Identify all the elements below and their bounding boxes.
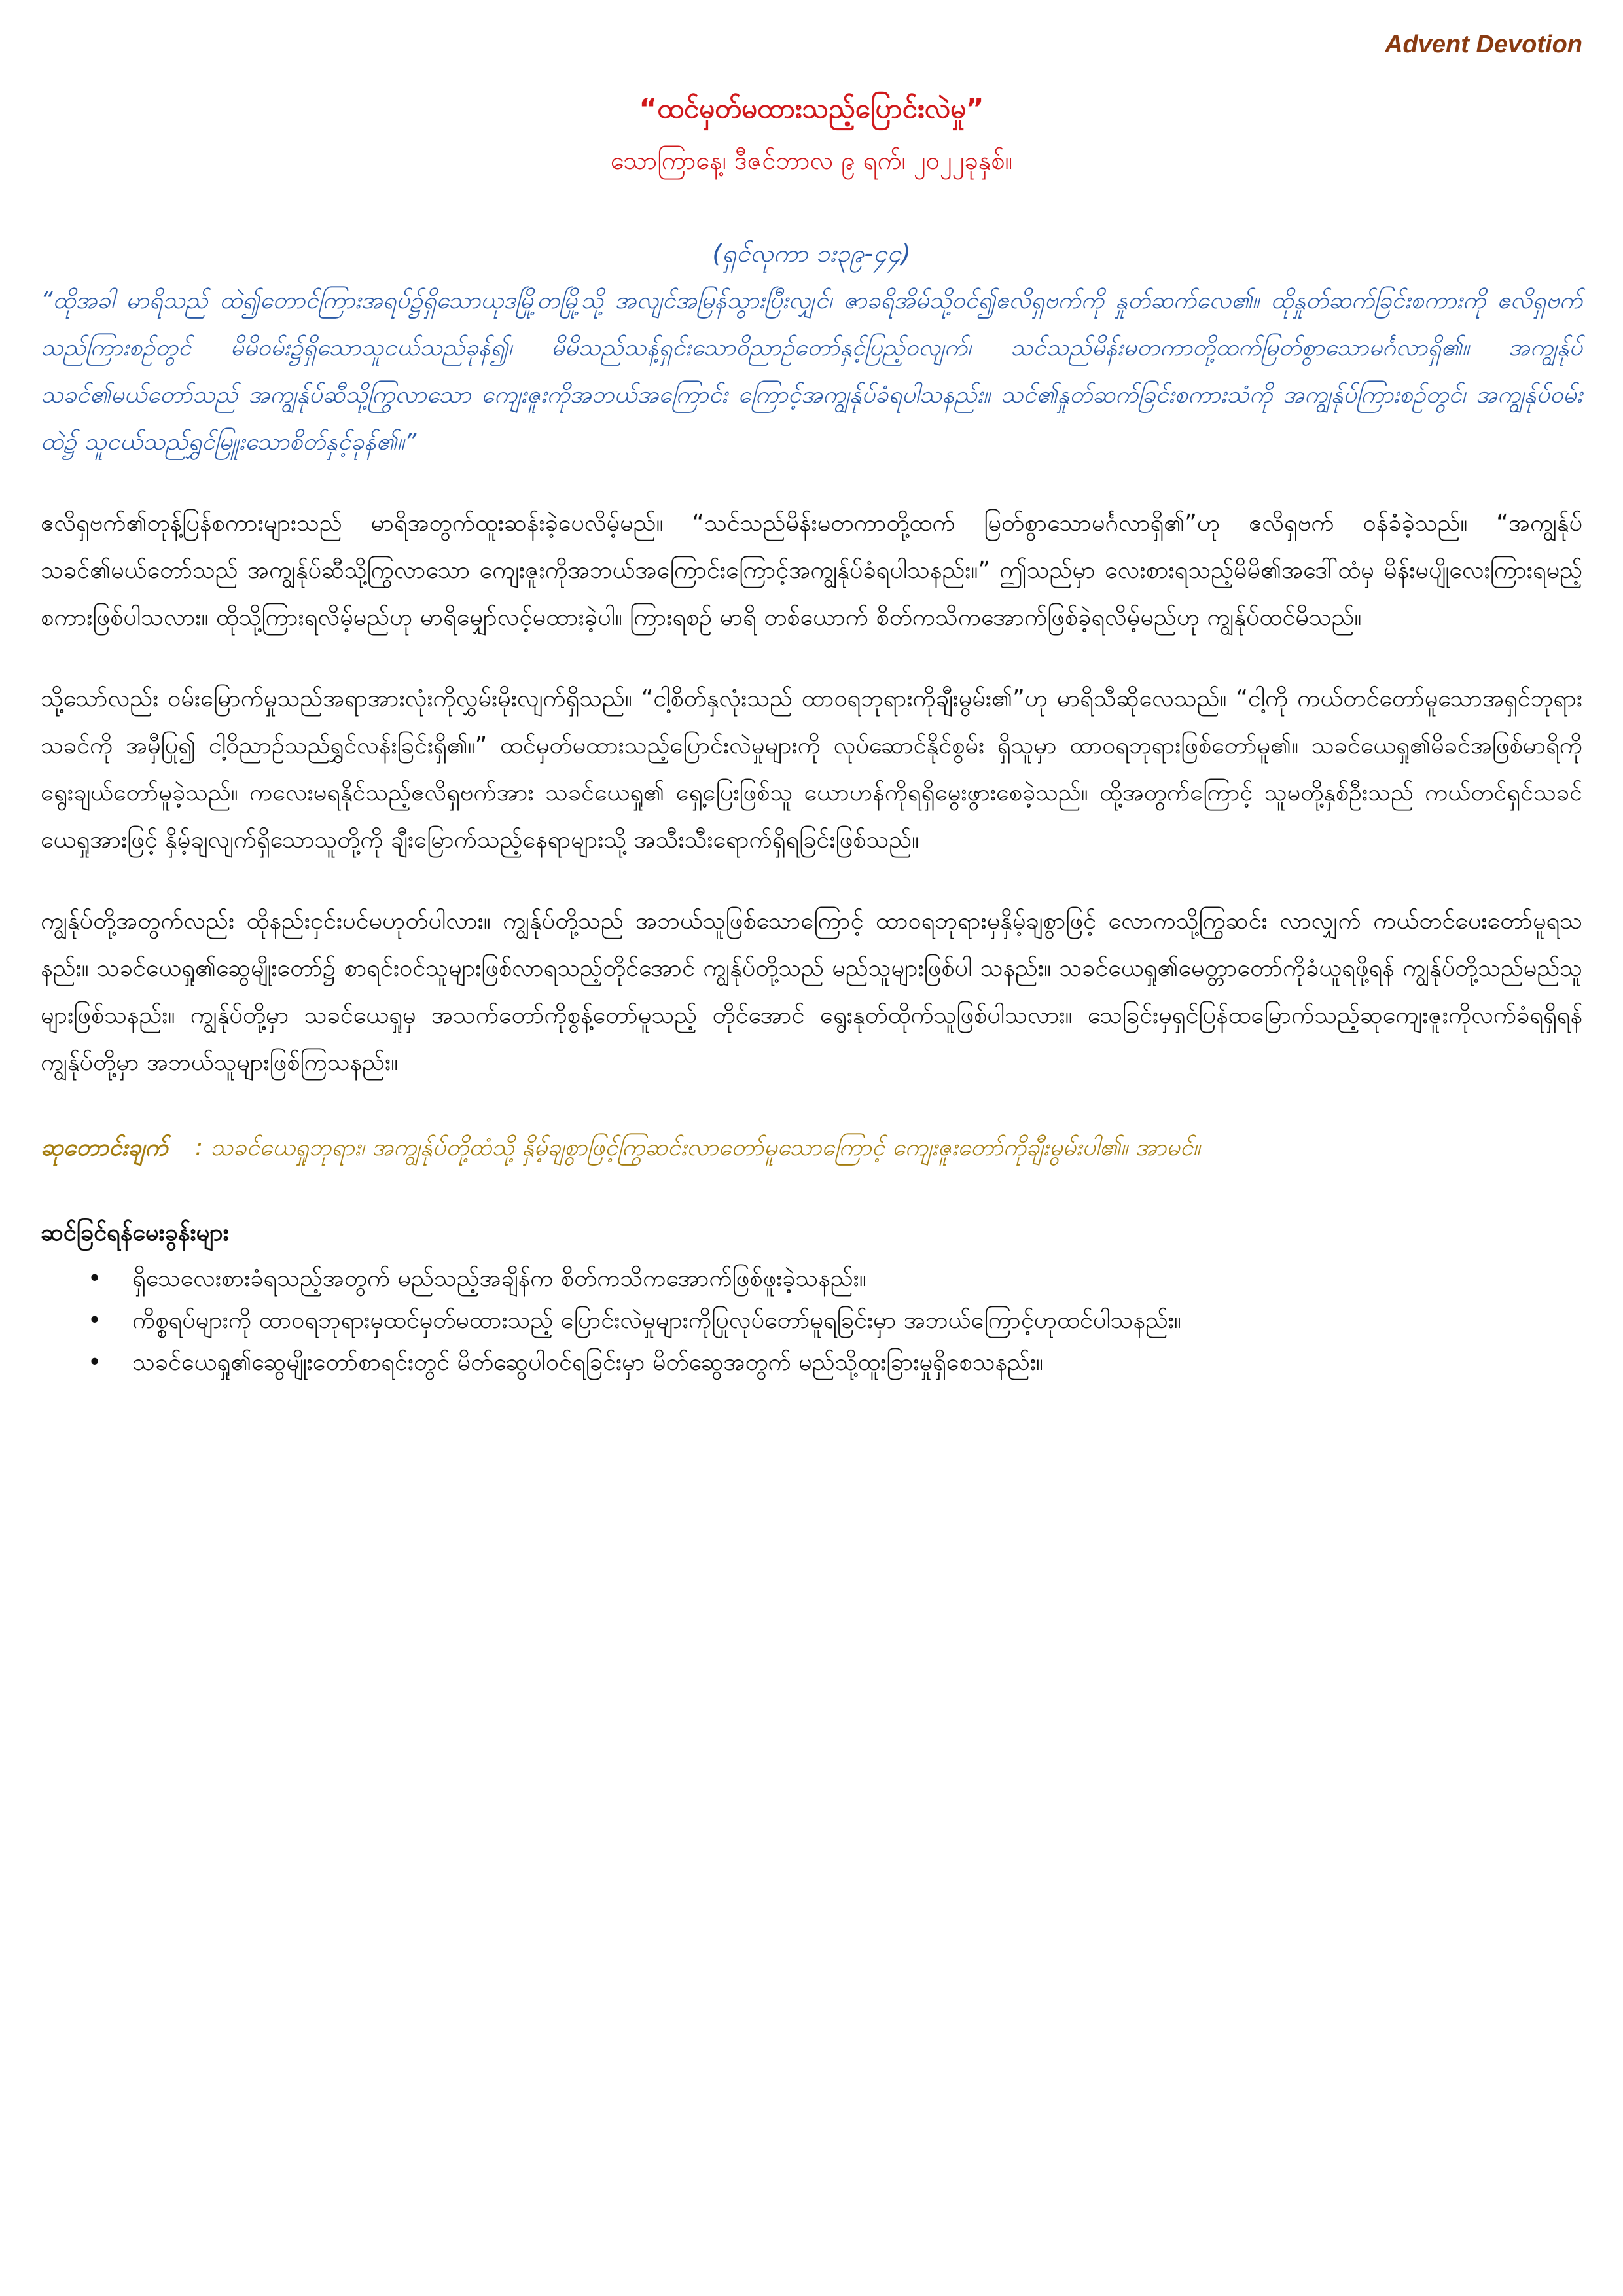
- bullet-icon: •: [88, 1307, 102, 1334]
- page-title: “ထင်မှတ်မထားသည့်ပြောင်းလဲမှု”: [639, 92, 984, 124]
- bullet-icon: •: [88, 1349, 102, 1376]
- question-text: ကိစ္စရပ်များကို ထာဝရဘုရားမှထင်မှတ်မထားသည့် ပြောင်းလဲမှုများကိုပြုလုပ်တော်မူရခြင်းမှာ အဘယ်ကြောင့်ဟုထင်ပါသနည်း။: [132, 1307, 1181, 1334]
- bullet-icon: •: [88, 1265, 102, 1292]
- body-paragraph: ဧလိရှဗက်၏တုန့်ပြန်စကားများသည် မာရိအတွက်ထူးဆန်းခဲ့ပေလိမ့်မည်။ “သင်သည်မိန်းမတကာတို့ထက် မြတ်စွာသောမင်္ဂလာရှိ၏”ဟု ဧလိရှဗက် ဝန်ခံခဲ့သည်။ “အကျွန်ုပ်သခင်၏မယ်တော်သည် အကျွန်ုပ်ဆီသို့ကြွလာသော ကျေးဇူးကိုအဘယ်အကြောင်းကြောင့်အကျွန်ုပ်ခံရပါသနည်း။” ဤသည်မှာ လေးစားရသည့်မိမိ၏အဒေါ်ထံမှ မိန်းမပျိုလေးကြားရမည့်စကားဖြစ်ပါသလား။ ထိုသို့ကြားရလိမ့်မည်ဟု မာရိမျှော်လင့်မထားခဲ့ပါ။ ကြားရစဉ် မာရိ တစ်ယောက် စိတ်ကသိကအောက်ဖြစ်ခဲ့ရလိမ့်မည်ဟု ကျွန်ုပ်ထင်မိသည်။: [41, 510, 1582, 631]
- list-item: [88, 1258, 1582, 1300]
- scripture-passage: “ထိုအခါ မာရိသည် ထဲ၍တောင်ကြားအရပ်၌ရှိသောယုဒမြို့တမြို့သို့ အလျင်အမြန်သွားပြီးလျှင်၊ ဇာခရိအိမ်သို့ဝင်၍ဧလိရှဗက်ကို နှုတ်ဆက်လေ၏။ ထိုနှုတ်ဆက်ခြင်းစကားကို ဧလိရှဗက်သည်ကြားစဉ်တွင် မိမိဝမ်း၌ရှိသောသူငယ်သည်ခုန်၍၊ မိမိသည်သန့်ရှင်းသောဝိညာဉ်တော်နှင့်ပြည့်ဝလျက်၊ သင်သည်မိန်းမတကာတို့ထက်မြတ်စွာသောမင်္ဂလာရှိ၏။ အကျွန်ုပ်သခင်၏မယ်တော်သည် အကျွန်ုပ်ဆီသို့ကြွလာသော ကျေးဇူးကိုအဘယ်အကြောင်း ကြောင့်အကျွန်ုပ်ခံရပါသနည်း။ သင်၏နှုတ်ဆက်ခြင်းစကားသံကို အကျွန်ုပ်ကြားစဉ်တွင်၊ အကျွန်ုပ်ဝမ်းထဲ၌ သူငယ်သည်ရွှင်မြူးသောစိတ်နှင့်ခုန်၏။”: [41, 287, 1582, 456]
- header-label: Advent Devotion: [1385, 31, 1582, 58]
- prayer-label: ဆုတောင်းချက်: [41, 1134, 168, 1161]
- list-item: [88, 1342, 1582, 1384]
- prayer-text: : သခင်ယေရှုဘုရား၊ အကျွန်ုပ်တို့ထံသို့ နှိမ့်ချစွာဖြင့်ကြွဆင်းလာတော်မူသောကြောင့် ကျေးဇူးတော်ကိုချီးမွမ်းပါ၏။ အာမင်။: [194, 1134, 1200, 1161]
- date-line: သောကြာနေ့၊ ဒီဇင်ဘာလ ၉ ရက်၊ ၂၀၂၂ခုနှစ်။: [610, 146, 1013, 175]
- questions-heading: ဆင်ခြင်ရန်မေးခွန်းများ: [41, 1219, 229, 1246]
- body-paragraph: သို့သော်လည်း ဝမ်းမြောက်မှုသည်အရာအားလုံးကိုလွှမ်းမိုးလျက်ရှိသည်။ “ငါ့စိတ်နှလုံးသည် ထာဝရဘုရားကိုချီးမွမ်း၏”ဟု မာရိသီဆိုလေသည်။ “ငါ့ကို ကယ်တင်တော်မူသောအရှင်ဘုရားသခင်ကို အမှီပြု၍ ငါ့ဝိညာဉ်သည်ရွှင်လန်းခြင်းရှိ၏။” ထင်မှတ်မထားသည့်ပြောင်းလဲမှုများကို လုပ်ဆောင်နိုင်စွမ်း ရှိသူမှာ ထာဝရဘုရားဖြစ်တော်မူ၏။ သခင်ယေရှု၏မိခင်အဖြစ်မာရိကိုရွေးချယ်တော်မူခဲ့သည်။ ကလေးမရနိုင်သည့်ဧလိရှဗက်အား သခင်ယေရှု၏ ရှေ့ပြေးဖြစ်သူ ယောဟန်ကိုရရှိမွေးဖွားစေခဲ့သည်။ ထို့အတွက်ကြောင့် သူမတို့နှစ်ဦးသည် ကယ်တင်ရှင်သခင်ယေရှုအားဖြင့် နှိမ့်ချလျက်ရှိသောသူတို့ကို ချီးမြောက်သည့်နေရာများသို့ အသီးသီးရောက်ရှိရခြင်းဖြစ်သည်။: [41, 685, 1582, 853]
- scripture-reference: (ရှင်လုကာ ၁း၃၉-၄၄): [712, 239, 911, 268]
- question-text: ရှိသေလေးစားခံရသည့်အတွက် မည်သည့်အချိန်က စိတ်ကသိကအောက်ဖြစ်ဖူးခဲ့သနည်း။: [132, 1265, 866, 1292]
- body-paragraph: ကျွန်ုပ်တို့အတွက်လည်း ထိုနည်းငှင်းပင်မဟုတ်ပါလား။ ကျွန်ုပ်တို့သည် အဘယ်သူဖြစ်သောကြောင့် ထာဝရဘုရားမှနှိမ့်ချစွာဖြင့် လောကသို့ကြွဆင်း လာလျှက် ကယ်တင်ပေးတော်မူရသနည်း။ သခင်ယေရှု၏ဆွေမျိုးတော်၌ စာရင်းဝင်သူများဖြစ်လာရသည့်တိုင်အောင် ကျွန်ုပ်တို့သည် မည်သူများဖြစ်ပါ သနည်း။ သခင်ယေရှု၏မေတ္တာတော်ကိုခံယူရဖို့ရန် ကျွန်ုပ်တို့သည်မည်သူများဖြစ်သနည်း။ ကျွန်ုပ်တို့မှာ သခင်ယေရှုမှ အသက်တော်ကိုစွန့်တော်မူသည့် တိုင်အောင် ရွေးနုတ်ထိုက်သူဖြစ်ပါသလား။ သေခြင်းမှရှင်ပြန်ထမြောက်သည့်ဆုကျေးဇူးကိုလက်ခံရရှိရန် ကျွန်ုပ်တို့မှာ အဘယ်သူများဖြစ်ကြသနည်း။: [41, 908, 1582, 1076]
- questions-list: [41, 1258, 1582, 1384]
- list-item: [88, 1300, 1582, 1342]
- question-text: သခင်ယေရှု၏ဆွေမျိုးတော်စာရင်းတွင် မိတ်ဆွေပါဝင်ရခြင်းမှာ မိတ်ဆွေအတွက် မည်သို့ထူးခြားမှုရှိစေသနည်း။: [132, 1349, 1043, 1376]
- prayer-line: [41, 1128, 1582, 1168]
